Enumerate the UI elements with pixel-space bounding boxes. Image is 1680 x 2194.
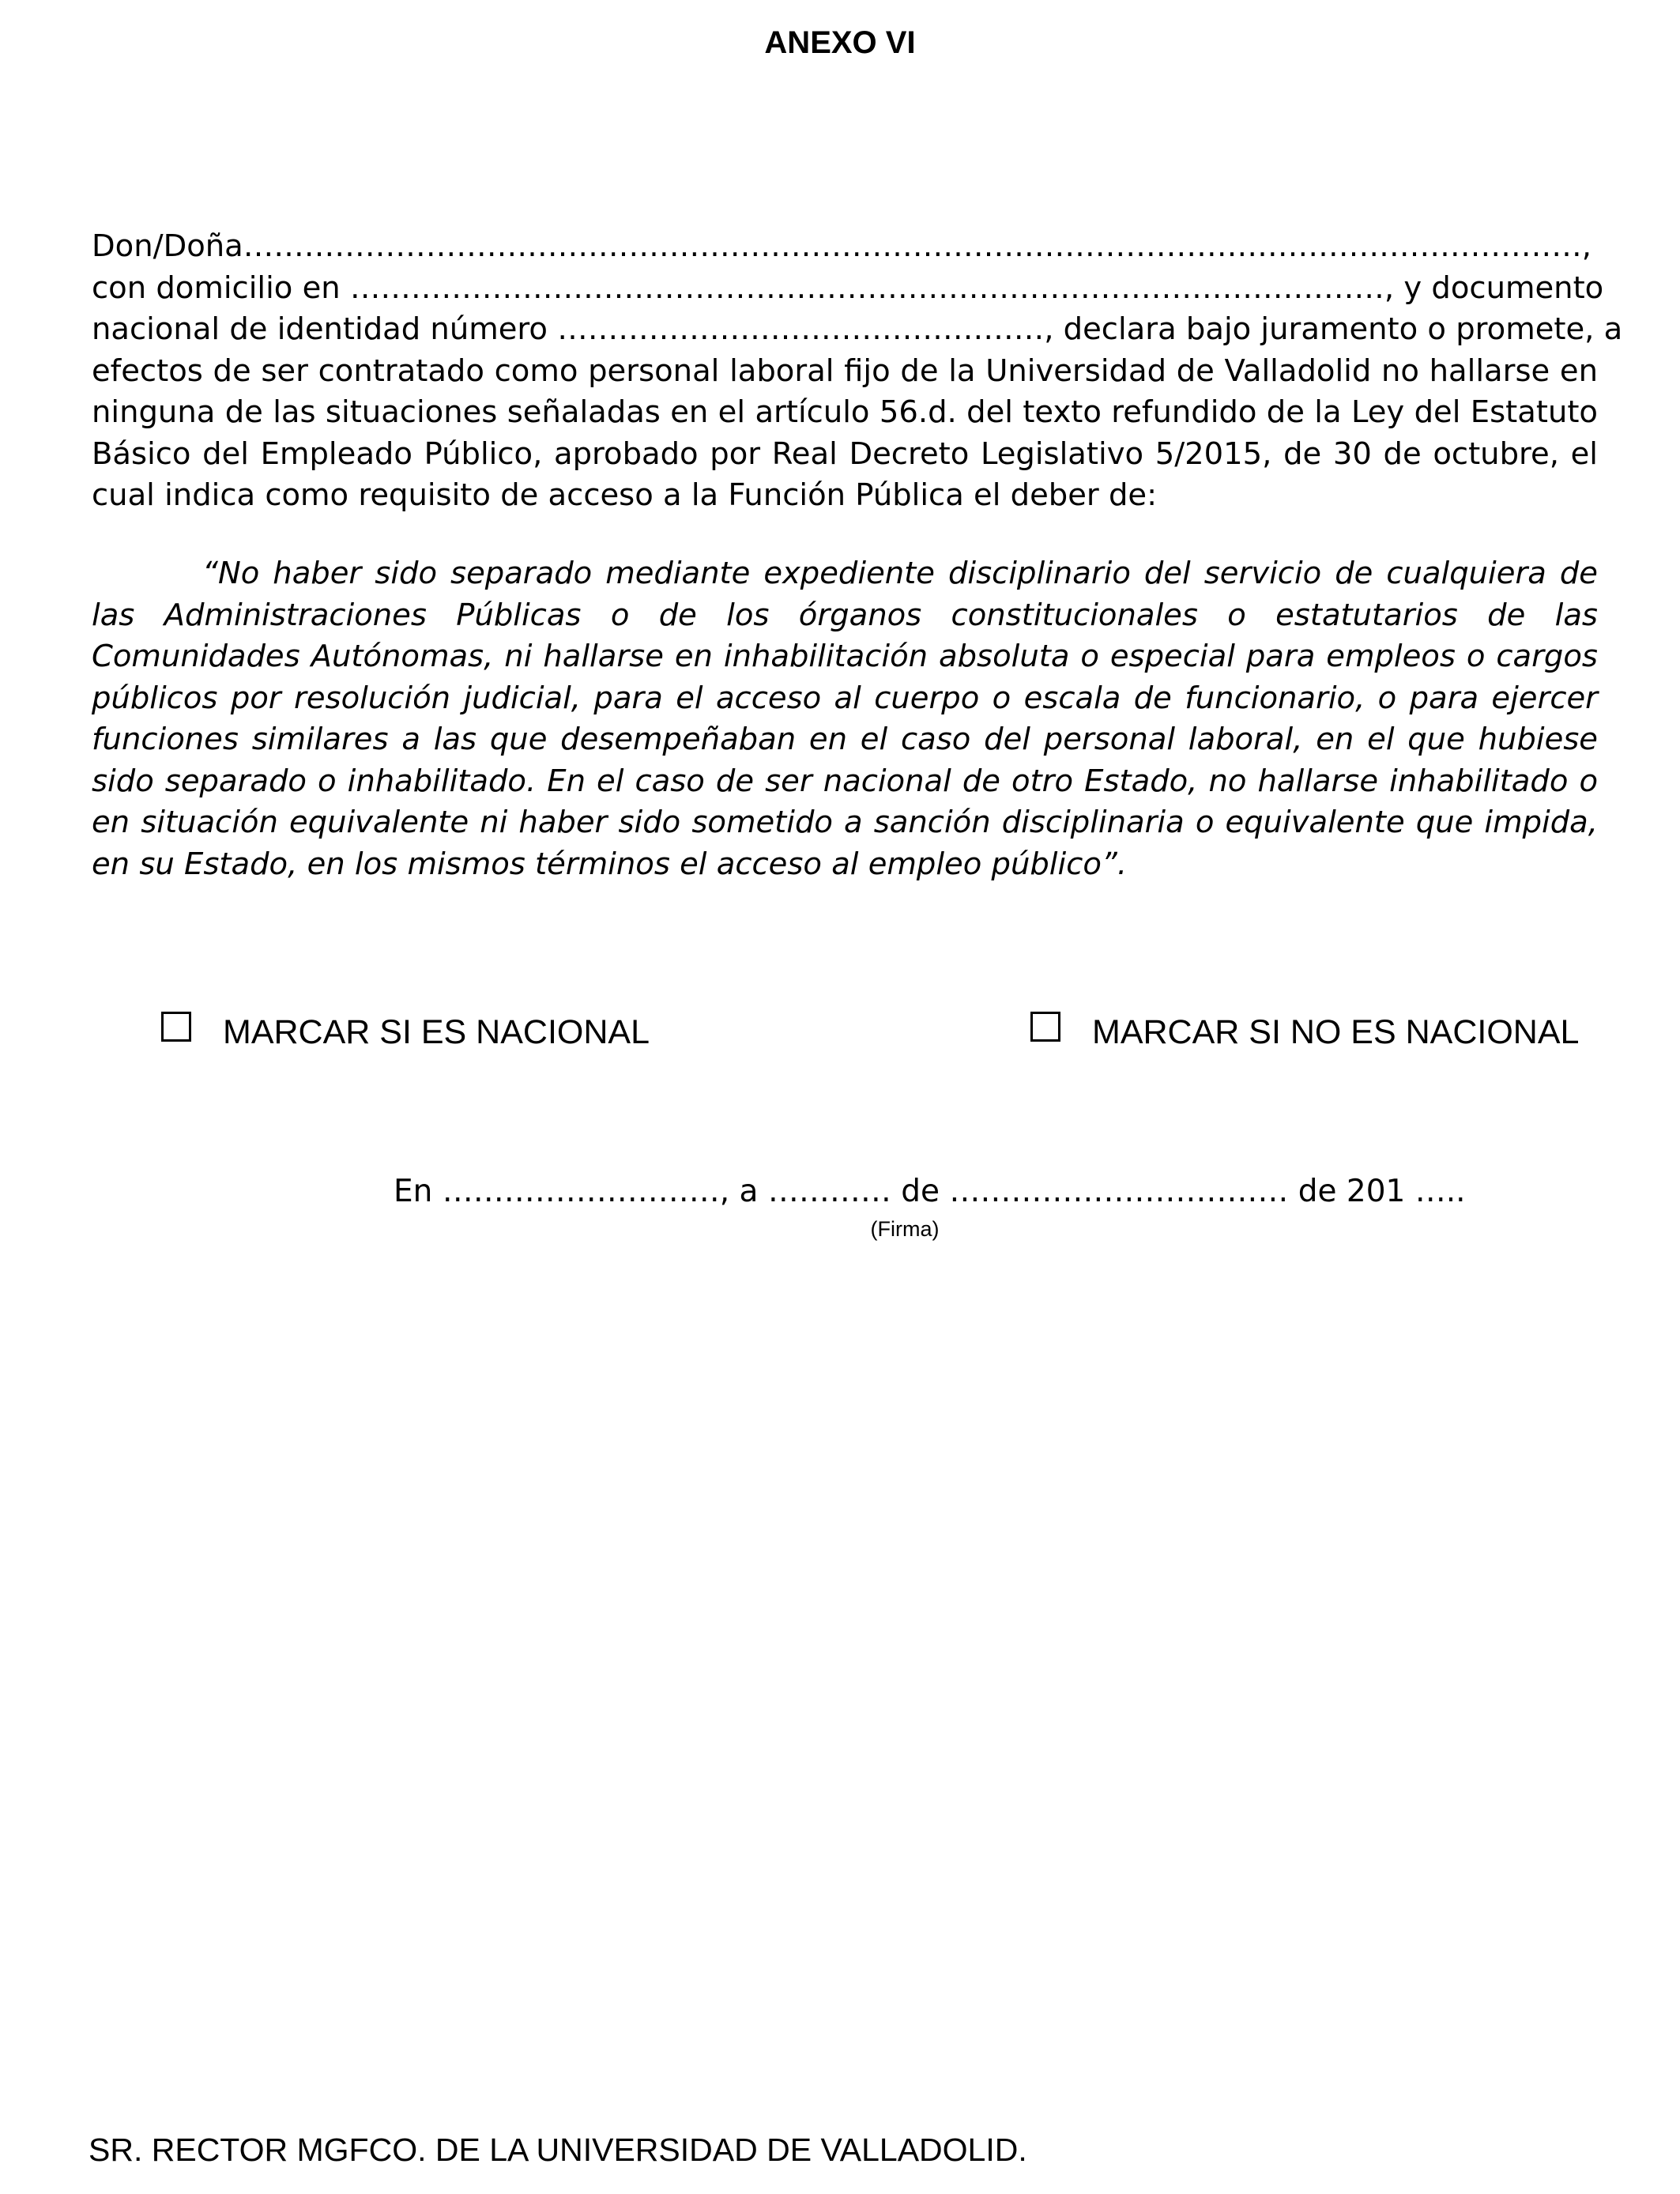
body-line: con domicilio en …………………………………………………………………………………………, y documento [92, 270, 1604, 306]
quote-line: en su Estado, en los mismos términos el acceso al empleo público”. [92, 846, 1128, 882]
quote-line: funciones similares a las que desempeñaban en el caso del personal laboral, en el que hubiese [92, 722, 1598, 757]
checkbox-nacional-option[interactable] [161, 1008, 650, 1056]
quote-line: Comunidades Autónomas, ni hallarse en inhabilitación absoluta o especial para empleos o cargos [92, 639, 1598, 674]
body-line: ninguna de las situaciones señaladas en el artículo 56.d. del texto refundido de la Ley del Estatuto [92, 394, 1598, 430]
body-line: efectos de ser contratado como personal laboral fijo de la Universidad de Valladolid no hallarse en [92, 352, 1598, 389]
checkbox-nacional-label: MARCAR SI ES NACIONAL [223, 1012, 650, 1051]
legal-quote [92, 553, 1598, 885]
body-line: cual indica como requisito de acceso a la Función Pública el deber de: [92, 477, 1158, 513]
body-line: Don/Doña……………………………………………………………………………………………………………………, [92, 228, 1592, 264]
addressee-footer: SR. RECTOR MGFCO. DE LA UNIVERSIDAD DE VALLADOLID. [89, 2132, 1027, 2168]
quote-line: las Administraciones Públicas o de los órganos constitucionales o estatutarios de las [92, 597, 1598, 633]
quote-line: sido separado o inhabilitado. En el caso de ser nacional de otro Estado, no hallarse inhabilitado o [92, 763, 1598, 799]
checkbox-no-nacional-option[interactable] [1030, 1008, 1579, 1056]
place-date-line: En ………………………, a ………… de …………………………… de 201 ….. [394, 1174, 1466, 1209]
declaration-paragraph [92, 226, 1623, 517]
document-title: ANEXO VI [764, 25, 916, 60]
checkbox-no-nacional[interactable] [1030, 1012, 1060, 1042]
quote-line: en situación equivalente ni haber sido sometido a sanción disciplinaria o equivalente que impida, [92, 805, 1598, 840]
quote-line: públicos por resolución judicial, para el acceso al cuerpo o escala de funcionario, o para ejercer [92, 680, 1598, 716]
body-line: nacional de identidad número …………………………………………, declara bajo juramento o promete, a [92, 311, 1623, 347]
checkbox-no-nacional-label: MARCAR SI NO ES NACIONAL [1092, 1012, 1580, 1051]
signature-label: (Firma) [870, 1217, 940, 1241]
checkbox-nacional[interactable] [161, 1012, 191, 1042]
quote-line: “No haber sido separado mediante expediente disciplinario del servicio de cualquiera de [202, 556, 1598, 591]
body-line: Básico del Empleado Público, aprobado por Real Decreto Legislativo 5/2015, de 30 de octubre, el [92, 435, 1598, 472]
